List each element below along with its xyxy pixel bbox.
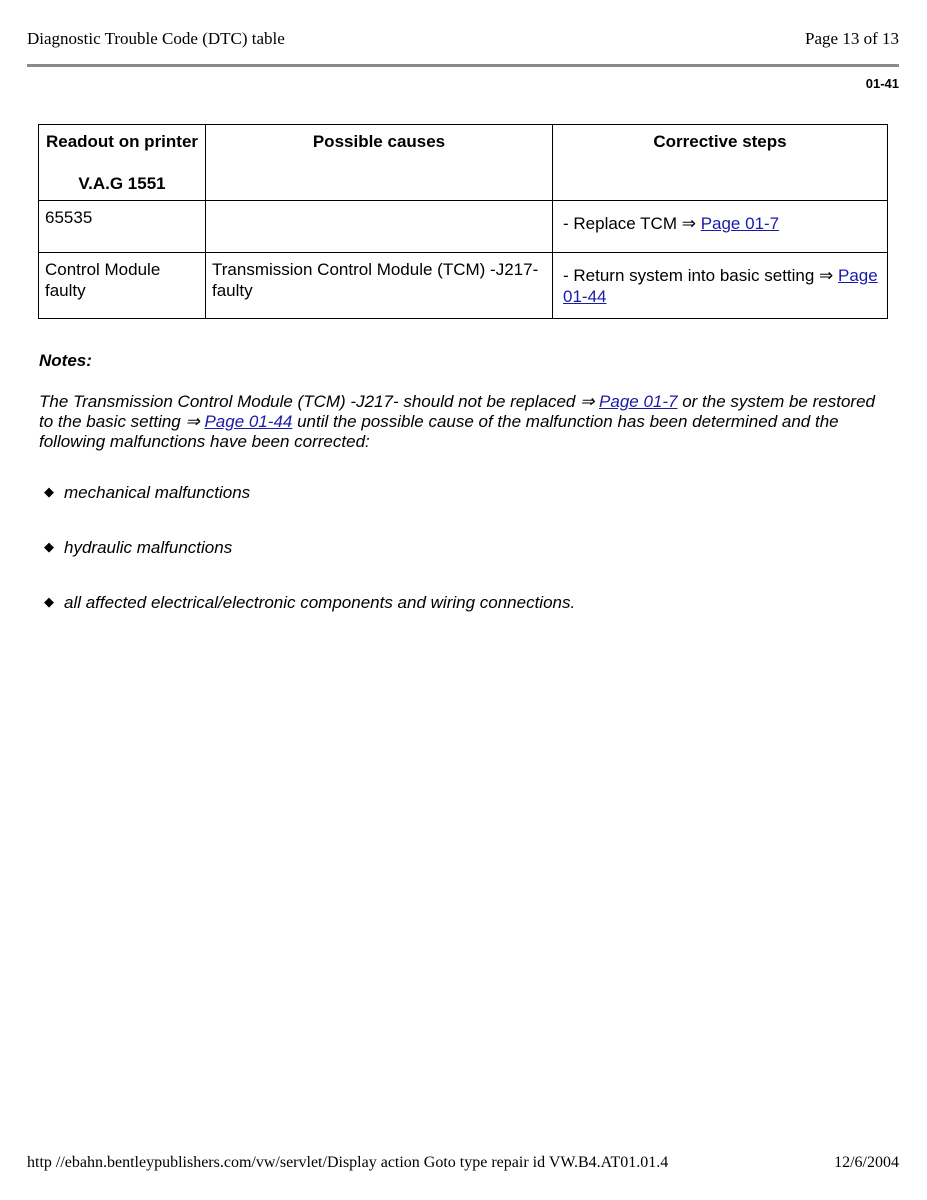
cell-causes: Transmission Control Module (TCM) -J217- faulty xyxy=(206,253,553,319)
step-text: - Replace TCM ⇒ xyxy=(563,214,701,233)
column-header-readout xyxy=(39,125,206,201)
cell-causes xyxy=(206,201,553,253)
column-header-steps: Corrective steps xyxy=(553,125,888,201)
footer-date: 12/6/2004 xyxy=(834,1154,899,1171)
step-link[interactable]: Page 01-7 xyxy=(700,214,780,233)
table-row xyxy=(39,201,888,253)
column-header-causes: Possible causes xyxy=(206,125,553,201)
cell-steps xyxy=(553,253,888,319)
list-item-text: all affected electrical/electronic components and wiring connections. xyxy=(64,593,576,612)
dtc-table xyxy=(38,124,888,319)
footer-url: http //ebahn.bentleypublishers.com/vw/servlet/Display action Goto type repair id VW.B4.AT01.01.4 xyxy=(27,1154,669,1171)
diamond-bullet-icon: ◆ xyxy=(44,539,54,554)
list-item-text: hydraulic malfunctions xyxy=(64,538,233,557)
section-number: 01-41 xyxy=(865,76,899,91)
column-header-readout-label: Readout on printer xyxy=(45,132,199,151)
notes-heading: Notes: xyxy=(39,351,92,370)
notes-link-page-01-7[interactable]: Page 01-7 xyxy=(599,392,678,411)
notes-text: or the system be restored to the basic setting ⇒ xyxy=(39,392,875,431)
list-item xyxy=(44,483,250,503)
list-item xyxy=(44,593,575,613)
page-footer xyxy=(27,1154,899,1172)
document-title: Diagnostic Trouble Code (DTC) table xyxy=(27,29,285,48)
step-link[interactable]: Page 01-44 xyxy=(563,265,878,306)
notes-text: until the possible cause of the malfunction has been determined and the following malfunctions have been corrected: xyxy=(39,412,839,451)
table-header-row xyxy=(39,125,888,201)
notes-link-page-01-44[interactable]: Page 01-44 xyxy=(204,412,293,431)
cell-steps xyxy=(553,201,888,253)
list-item xyxy=(44,538,232,558)
header-divider xyxy=(27,64,899,67)
notes-paragraph xyxy=(39,392,879,452)
page-number: Page 13 of 13 xyxy=(805,29,899,48)
diamond-bullet-icon: ◆ xyxy=(44,484,54,499)
cell-readout: Control Module faulty xyxy=(39,253,206,319)
step-text: - Return system into basic setting ⇒ xyxy=(563,265,839,285)
list-item-text: mechanical malfunctions xyxy=(64,483,251,502)
cell-readout: 65535 xyxy=(39,201,206,253)
diamond-bullet-icon: ◆ xyxy=(44,594,54,609)
table-row xyxy=(39,253,888,319)
notes-text: The Transmission Control Module (TCM) -J217- should not be replaced ⇒ xyxy=(39,392,600,411)
column-header-readout-sub: V.A.G 1551 xyxy=(78,174,166,193)
